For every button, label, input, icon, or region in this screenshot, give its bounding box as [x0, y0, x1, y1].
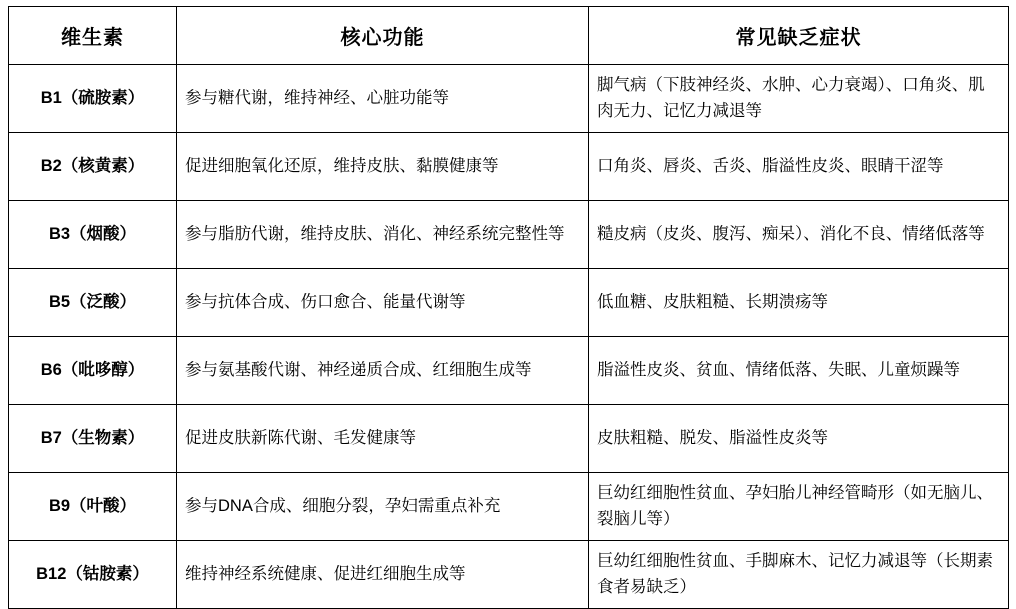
cell-vitamin-function: 参与氨基酸代谢、神经递质合成、红细胞生成等 — [177, 337, 589, 405]
table-row — [9, 201, 1009, 269]
header-row — [9, 7, 1009, 65]
cell-vitamin-name: B9（叶酸） — [9, 473, 177, 541]
cell-vitamin-symptoms: 脂溢性皮炎、贫血、情绪低落、失眠、儿童烦躁等 — [589, 337, 1009, 405]
cell-vitamin-function: 参与抗体合成、伤口愈合、能量代谢等 — [177, 269, 589, 337]
cell-vitamin-name: B2（核黄素） — [9, 133, 177, 201]
cell-vitamin-function: 维持神经系统健康、促进红细胞生成等 — [177, 541, 589, 609]
cell-vitamin-function: 促进细胞氧化还原，维持皮肤、黏膜健康等 — [177, 133, 589, 201]
table-row — [9, 133, 1009, 201]
table-row — [9, 65, 1009, 133]
cell-vitamin-function: 参与DNA合成、细胞分裂，孕妇需重点补充 — [177, 473, 589, 541]
cell-vitamin-symptoms: 巨幼红细胞性贫血、手脚麻木、记忆力减退等（长期素食者易缺乏） — [589, 541, 1009, 609]
column-header-symptoms: 常见缺乏症状 — [589, 7, 1009, 65]
cell-vitamin-symptoms: 皮肤粗糙、脱发、脂溢性皮炎等 — [589, 405, 1009, 473]
cell-vitamin-name: B7（生物素） — [9, 405, 177, 473]
cell-vitamin-symptoms: 口角炎、唇炎、舌炎、脂溢性皮炎、眼睛干涩等 — [589, 133, 1009, 201]
cell-vitamin-name: B5（泛酸） — [9, 269, 177, 337]
table-row — [9, 337, 1009, 405]
cell-vitamin-name: B1（硫胺素） — [9, 65, 177, 133]
table-row — [9, 473, 1009, 541]
cell-vitamin-function: 参与糖代谢，维持神经、心脏功能等 — [177, 65, 589, 133]
cell-vitamin-symptoms: 脚气病（下肢神经炎、水肿、心力衰竭）、口角炎、肌肉无力、记忆力减退等 — [589, 65, 1009, 133]
cell-vitamin-name: B3（烟酸） — [9, 201, 177, 269]
cell-vitamin-symptoms: 巨幼红细胞性贫血、孕妇胎儿神经管畸形（如无脑儿、裂脑儿等） — [589, 473, 1009, 541]
cell-vitamin-function: 促进皮肤新陈代谢、毛发健康等 — [177, 405, 589, 473]
table-row — [9, 269, 1009, 337]
column-header-vitamin: 维生素 — [9, 7, 177, 65]
table-body — [9, 65, 1009, 609]
cell-vitamin-function: 参与脂肪代谢，维持皮肤、消化、神经系统完整性等 — [177, 201, 589, 269]
vitamin-deficiency-table — [8, 6, 1009, 609]
cell-vitamin-symptoms: 低血糖、皮肤粗糙、长期溃疡等 — [589, 269, 1009, 337]
cell-vitamin-name: B12（钴胺素） — [9, 541, 177, 609]
cell-vitamin-symptoms: 糙皮病（皮炎、腹泻、痴呆）、消化不良、情绪低落等 — [589, 201, 1009, 269]
cell-vitamin-name: B6（吡哆醇） — [9, 337, 177, 405]
table-header — [9, 7, 1009, 65]
table-row — [9, 541, 1009, 609]
table-row — [9, 405, 1009, 473]
column-header-function: 核心功能 — [177, 7, 589, 65]
